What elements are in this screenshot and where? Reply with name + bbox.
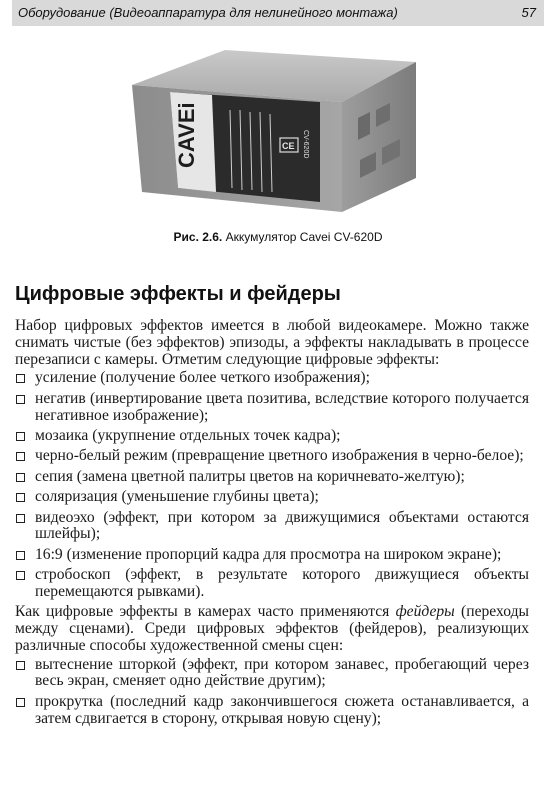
list-item-text: видеоэхо (эффект, при котором за движущимися объектами остаются шлейфы);	[35, 508, 529, 543]
list-item	[15, 657, 529, 691]
effects-list	[15, 370, 529, 600]
list-item-text: прокрутка (последний кадр закончившегося сюжета останавливается, а затем сдвигается в сторону, открывая новую сцену);	[35, 692, 529, 727]
faders-text-after: (переходы между сценами). Среди цифровых эффектов (фейдеров), реализующих различные способы художественной смены сцен:	[15, 603, 529, 654]
faders-text-before: Как цифровые эффекты в камерах часто применяются	[15, 603, 396, 621]
list-item-text: черно-белый режим (превращение цветного изображения в черно-белое);	[35, 447, 524, 465]
list-item-text: негатив (инвертирование цвета позитива, вследствие которого получается негативное изображение);	[35, 389, 529, 424]
list-item	[15, 428, 529, 445]
running-header	[12, 0, 544, 26]
checkbox-bullet-icon	[16, 432, 25, 441]
figure-caption-text: Аккумулятор Cavei CV-620D	[225, 230, 383, 244]
list-item-text: 16:9 (изменение пропорций кадра для просмотра на широком экране);	[35, 545, 502, 563]
checkbox-bullet-icon	[16, 452, 25, 461]
checkbox-bullet-icon	[16, 661, 25, 670]
page-number: 57	[521, 5, 536, 20]
list-item	[15, 370, 529, 387]
checkbox-bullet-icon	[16, 698, 25, 707]
list-item	[15, 489, 529, 506]
checkbox-bullet-icon	[16, 473, 25, 482]
checkbox-bullet-icon	[16, 395, 25, 404]
section-heading: Цифровые эффекты и фейдеры	[15, 283, 341, 305]
list-item	[15, 547, 529, 564]
faders-term: фейдеры	[395, 603, 455, 621]
checkbox-bullet-icon	[16, 551, 25, 560]
list-item	[15, 510, 529, 544]
checkbox-bullet-icon	[16, 493, 25, 502]
list-item	[15, 567, 529, 601]
list-item-text: соляризация (уменьшение глубины цвета);	[35, 488, 319, 506]
battery-brand: CAVEi	[174, 102, 199, 168]
section-body	[15, 318, 529, 731]
checkbox-bullet-icon	[16, 571, 25, 580]
checkbox-bullet-icon	[16, 514, 25, 523]
list-item-text: мозаика (укрупнение отдельных точек кадра);	[35, 426, 341, 444]
figure-caption	[0, 230, 556, 244]
list-item-text: вытеснение шторкой (эффект, при котором занавес, пробегающий через весь экран, сменяет одно действие другим);	[35, 655, 529, 690]
list-item	[15, 391, 529, 425]
battery-model: CV-620D	[302, 130, 309, 159]
figure-label: Рис. 2.6.	[173, 230, 223, 244]
list-item	[15, 448, 529, 465]
checkbox-bullet-icon	[16, 374, 25, 383]
svg-text:CE: CE	[282, 141, 295, 151]
faders-paragraph	[15, 604, 529, 654]
list-item	[15, 694, 529, 728]
list-item-text: усиление (получение более четкого изображения);	[35, 369, 370, 387]
faders-list	[15, 657, 529, 728]
list-item-text: сепия (замена цветной палитры цветов на коричневато-желтую);	[35, 467, 465, 485]
intro-paragraph: Набор цифровых эффектов имеется в любой видеокамере. Можно также снимать чистые (без эффектов) эпизоды, а эффекты накладывать в процессе перезаписи с камеры. Отметим следующие цифровые эффекты:	[15, 317, 529, 368]
list-item	[15, 469, 529, 486]
list-item-text: стробоскоп (эффект, в результате которого движущиеся объекты перемещаются рывками).	[35, 566, 529, 600]
battery-photo	[120, 30, 440, 220]
running-header-title: Оборудование (Видеоаппаратура для нелинейного монтажа)	[18, 5, 398, 20]
